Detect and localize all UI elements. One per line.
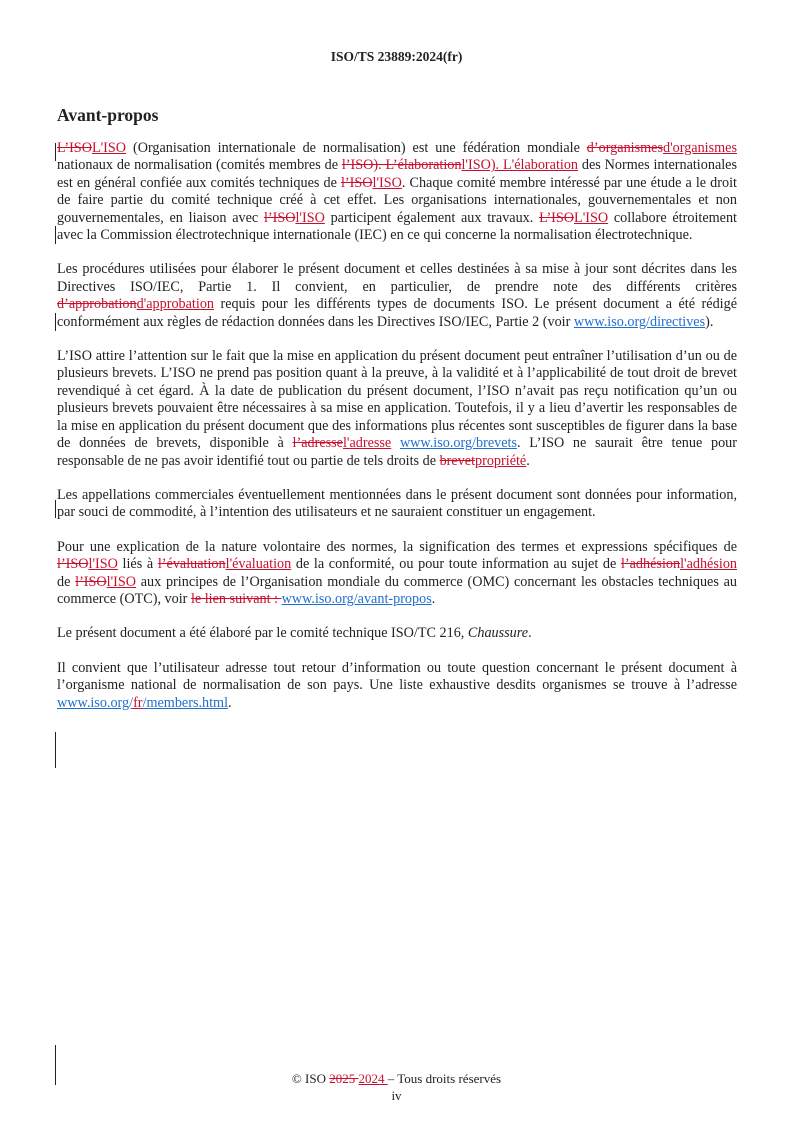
page-number: iv [391, 1088, 402, 1103]
copyright-suffix: – Tous droits réservés [387, 1071, 502, 1086]
text-run: . [431, 590, 436, 607]
text-run: . L’ISO ne saurait être tenue pour responsable de ne pas avoir identifié tout ou partie de tels droits de [57, 435, 738, 469]
inserted-text: l'ISO). L'élaboration [461, 157, 579, 174]
text-run: ). [705, 313, 714, 330]
hyperlink[interactable]: www.iso.org/ [57, 694, 134, 711]
inserted-text: L'ISO [574, 209, 609, 226]
text-run: liés à [117, 556, 158, 573]
document-body [57, 140, 737, 729]
inserted-text: l'évaluation [225, 556, 292, 573]
deleted-text: l’évaluation [157, 556, 226, 573]
change-bar [55, 313, 56, 331]
section-heading: Avant-propos [57, 105, 159, 125]
deleted-text: d’approbation [57, 296, 137, 313]
deleted-text: L’ISO [539, 209, 575, 226]
text-run: Les procédures utilisées pour élaborer le présent document et celles destinées à sa mise à jour sont décrites dans les Directives ISO/IEC, Partie 1. Il convient, en particulier, de prendre note des différents critères [57, 261, 737, 295]
paragraph [57, 348, 737, 470]
document-header: ISO/TS 23889:2024(fr) [330, 49, 463, 64]
deleted-text: l’ISO [75, 573, 107, 590]
text-run: participent également aux travaux. [324, 209, 540, 226]
text-run: . [526, 452, 530, 469]
text-run: des Normes internationales est en général confiée aux comités techniques de [57, 157, 737, 191]
deleted-text: l’ISO [57, 556, 89, 573]
change-bar [55, 226, 56, 244]
text-run: . [528, 625, 532, 642]
text-run: requis pour les différents types de documents ISO. Le présent document a été rédigé conformément aux règles de rédaction données dans les Directives ISO/IEC, Partie 2 (voir [57, 296, 737, 330]
paragraph [57, 261, 737, 331]
text-run: Il convient que l’utilisateur adresse tout retour d’information ou toute question concernant le présent document à l’organisme national de normalisation de son pays. Une liste exhaustive desdits organismes se trouve à l’adresse [57, 659, 737, 694]
copyright-prefix: © ISO [291, 1071, 330, 1086]
inserted-text: l'ISO [372, 174, 402, 191]
deleted-text: brevet [439, 452, 476, 469]
text-run: collabore étroitement avec la Commission électrotechnique internationale (IEC) en ce qui concerne la normalisation électrotechnique. [57, 209, 737, 244]
deleted-text: L’ISO [57, 140, 92, 156]
inserted-text: propriété [475, 452, 527, 469]
text-run: (Organisation internationale de normalisation) est une fédération mondiale [126, 140, 587, 156]
text-run: de la conformité, ou pour toute information au sujet de [291, 556, 621, 573]
inserted-text: l'adhésion [680, 556, 738, 573]
inserted-text: d'approbation [136, 296, 215, 313]
text-run: de [57, 573, 76, 590]
deleted-text: l’ISO). L’élaboration [341, 157, 462, 174]
text-run [391, 435, 400, 451]
inserted-text: l'ISO [106, 573, 137, 590]
italic-text: Chaussure [467, 625, 529, 642]
deleted-text: d’organismes [586, 140, 663, 156]
change-bar [55, 500, 56, 518]
inserted-text: l'ISO [295, 209, 325, 226]
text-run: Le présent document a été élaboré par le comité technique ISO/TC 216, [57, 625, 468, 642]
deleted-text: l’adhésion [620, 556, 681, 573]
deleted-text: l’ISO [263, 209, 296, 226]
paragraph [57, 539, 737, 609]
hyperlink[interactable]: www.iso.org/avant-propos [281, 590, 432, 607]
change-bar [55, 732, 56, 768]
inserted-text: L'ISO [91, 140, 127, 156]
text-run: L’ISO attire l’attention sur le fait que la mise en application du présent document peut entraîner l’utilisation d’un ou de plusieurs brevets. L’ISO ne prend pas position quant à la preuve, à la validité et à l’applicabilité de tout droit de brevet revendiqué à cet égard. À la date de publication du présent document, l’ISO n’avait pas reçu notification qu’un ou plusieurs brevets pouvaient être nécessaires à sa mise en application. Toutefois, il y a lieu d’avertir les responsables de la mise en application du présent document que des informations plus récentes sont susceptibles de figurer dans la base de données de brevets, disponible à [57, 348, 737, 452]
inserted-year: 2024 [358, 1071, 388, 1086]
copyright-line [0, 1070, 793, 1087]
inserted-text: l'adresse [342, 435, 392, 452]
deleted-text: l’ISO [340, 174, 373, 191]
text-run: Les appellations commerciales éventuellement mentionnées dans le présent document sont données pour information, par souci de commodité, à l’intention des utilisateurs et ne sauraient constituer un engagement. [57, 486, 737, 521]
hyperlink[interactable]: www.iso.org/brevets [399, 435, 517, 452]
text-run: . [228, 694, 232, 711]
deleted-text: le lien suivant : [190, 590, 282, 607]
page-footer [0, 1070, 793, 1104]
text-run: aux principes de l’Organisation mondiale du commerce (OMC) concernant les obstacles techniques au commerce (OTC), voir [57, 573, 737, 607]
text-run: Pour une explication de la nature volontaire des normes, la signification des termes et expressions spécifiques de [57, 538, 737, 555]
paragraph [57, 660, 737, 712]
hyperlink[interactable]: /members.html [142, 694, 229, 711]
inserted-text: d'organismes [662, 140, 737, 156]
deleted-year: 2025 [329, 1071, 359, 1086]
change-bar [55, 143, 56, 161]
paragraph [57, 625, 737, 642]
deleted-text: l’adresse [292, 435, 343, 452]
inserted-text: l'ISO [88, 556, 118, 573]
paragraph [57, 487, 737, 522]
hyperlink[interactable]: www.iso.org/directives [573, 313, 706, 330]
text-run: nationaux de normalisation (comités membres de [57, 157, 342, 174]
inserted-text: fr [133, 694, 143, 711]
text-run: . Chaque comité membre intéressé par une étude a le droit de faire partie du comité technique créé à cet effet. Les organisations internationales, gouvernementales et non gouvernementales, en liaison avec [57, 174, 737, 226]
paragraph [57, 140, 737, 244]
